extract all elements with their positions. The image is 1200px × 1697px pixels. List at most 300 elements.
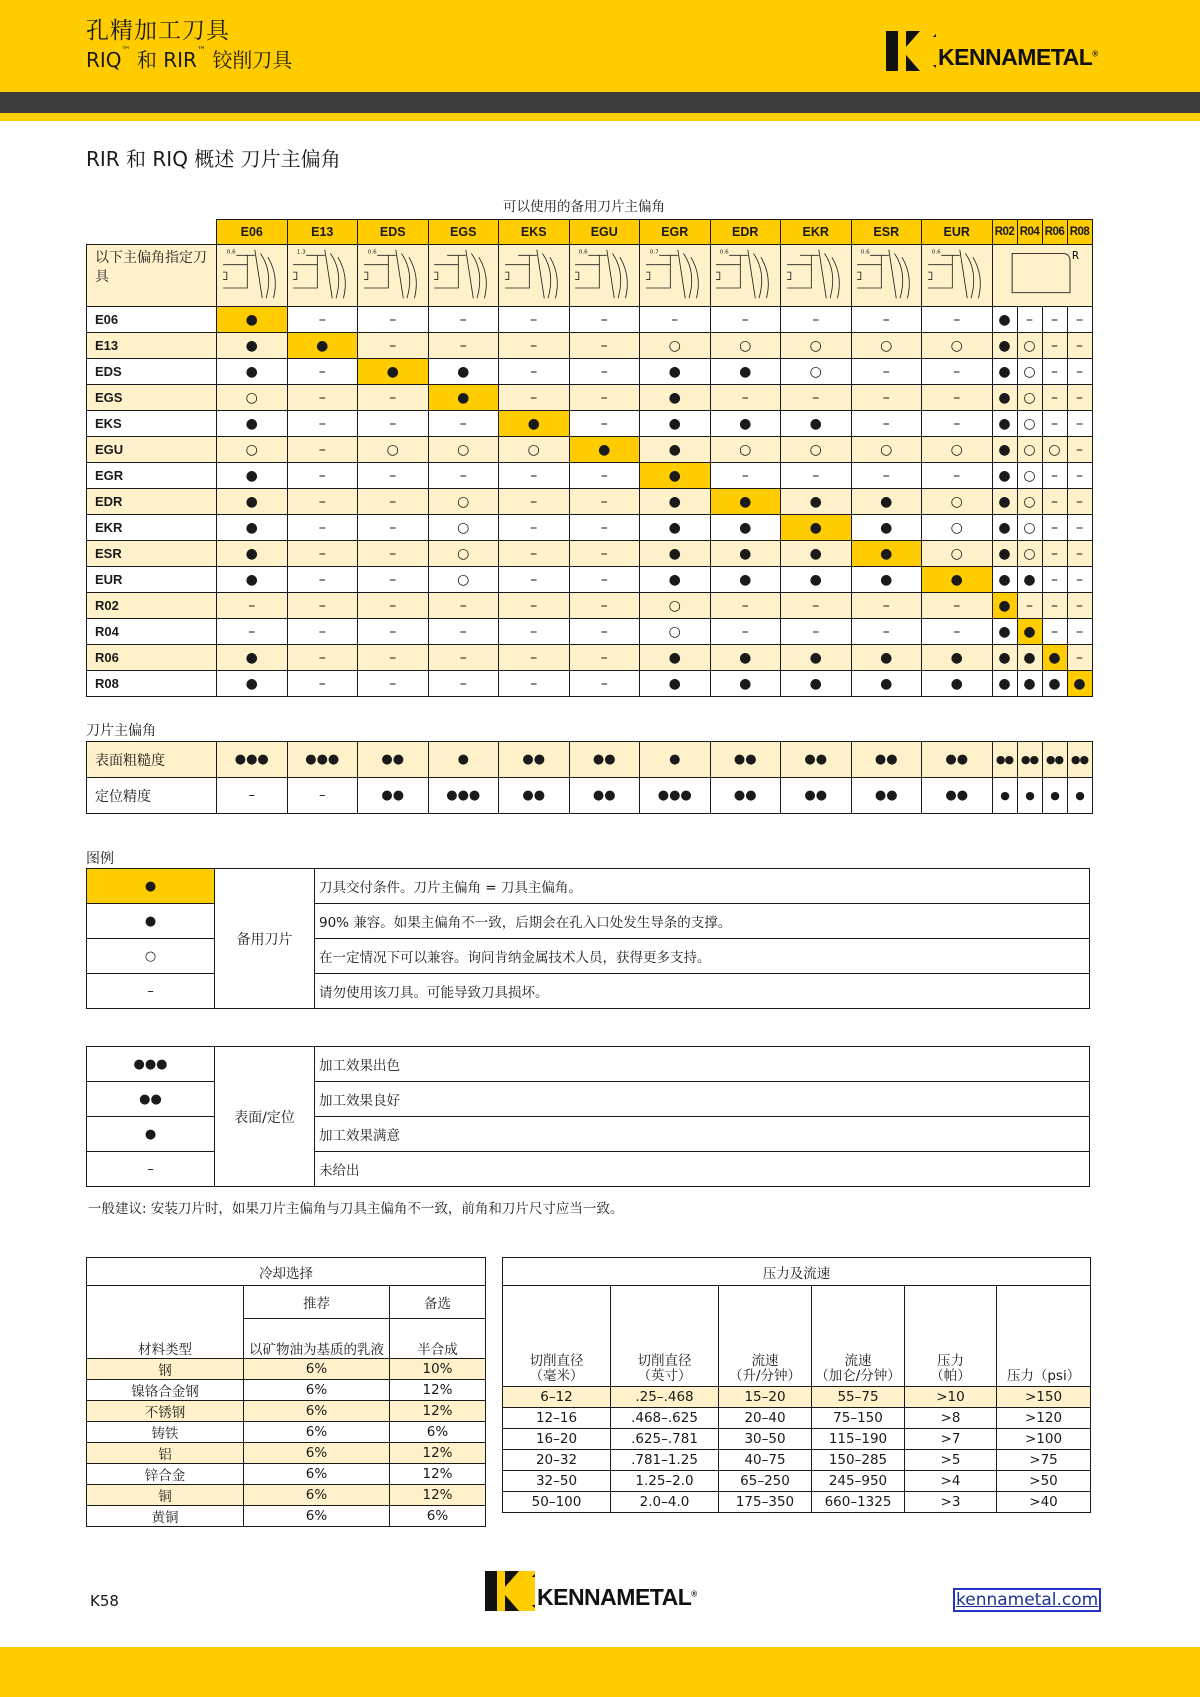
- pressure-cell: 15–20: [719, 1387, 812, 1408]
- matrix-cell: ●: [640, 515, 711, 541]
- matrix-cell: –: [1067, 645, 1092, 671]
- legend-symbol: ●●: [87, 1082, 215, 1117]
- coolant-cell: 6%: [244, 1422, 390, 1443]
- coolant-cell: 12%: [390, 1464, 486, 1485]
- pressure-cell: 40–75: [719, 1450, 812, 1471]
- matrix-diagram-cell: [428, 245, 499, 307]
- matrix-row-label: R08: [87, 671, 217, 697]
- radius-label: R: [1071, 250, 1079, 263]
- ratings-caption: 刀片主偏角: [86, 723, 156, 739]
- matrix-row-label: EKR: [87, 515, 217, 541]
- rating-cell: ●: [1017, 778, 1042, 814]
- coolant-cell: 6%: [244, 1485, 390, 1506]
- pressure-cell: >50: [997, 1471, 1091, 1492]
- matrix-corner: [87, 220, 217, 245]
- legend-group-label: 表面/定位: [215, 1047, 315, 1187]
- pressure-table: [502, 1257, 1091, 1513]
- coolant-cell: 6%: [244, 1359, 390, 1380]
- coolant-cell: 铸铁: [87, 1422, 244, 1443]
- pressure-cell: 12–16: [503, 1408, 611, 1429]
- matrix-row: [87, 411, 1093, 437]
- matrix-cell: –: [499, 307, 570, 333]
- matrix-cell: ●: [640, 567, 711, 593]
- matrix-cell: ○: [1017, 333, 1042, 359]
- pressure-row: [503, 1408, 1091, 1429]
- matrix-cell: –: [781, 619, 852, 645]
- matrix-cell: –: [1042, 307, 1067, 333]
- matrix-cell: ○: [851, 437, 922, 463]
- matrix-column-header: EDR: [710, 220, 781, 245]
- matrix-cell: ●: [217, 567, 288, 593]
- diagram-dimension-label: 0.6: [579, 249, 588, 256]
- rating-cell: ●●: [1067, 742, 1092, 778]
- matrix-cell: ●: [992, 411, 1017, 437]
- matrix-cell: –: [851, 619, 922, 645]
- matrix-cell: –: [287, 567, 358, 593]
- legend-description: 加工效果出色: [315, 1047, 1090, 1082]
- matrix-cell: ●: [851, 671, 922, 697]
- matrix-cell: –: [1067, 619, 1092, 645]
- matrix-cell: –: [499, 385, 570, 411]
- matrix-cell: –: [358, 463, 429, 489]
- rating-cell: ●●●: [217, 742, 288, 778]
- matrix-cell: –: [428, 333, 499, 359]
- matrix-cell: –: [710, 307, 781, 333]
- matrix-cell: –: [287, 645, 358, 671]
- pressure-column-header: [611, 1286, 719, 1387]
- legend-symbol: ○: [87, 939, 215, 974]
- matrix-cell: ●: [428, 385, 499, 411]
- insert-lead-diagram-icon: [924, 246, 990, 302]
- legend-symbol: ●●●: [87, 1047, 215, 1082]
- matrix-diagram-cell: [358, 245, 429, 307]
- matrix-row-label: E13: [87, 333, 217, 359]
- pressure-cell: 245–950: [812, 1471, 905, 1492]
- matrix-row-label: EGR: [87, 463, 217, 489]
- matrix-cell: ●: [781, 671, 852, 697]
- coolant-col-material: 材料类型: [87, 1286, 244, 1359]
- matrix-cell: –: [428, 307, 499, 333]
- matrix-cell: –: [922, 619, 993, 645]
- matrix-cell: –: [358, 333, 429, 359]
- matrix-cell: –: [1042, 411, 1067, 437]
- matrix-cell: ●: [710, 567, 781, 593]
- matrix-cell: ●: [640, 385, 711, 411]
- coolant-cell: 锌合金: [87, 1464, 244, 1485]
- matrix-cell: –: [358, 567, 429, 593]
- matrix-cell: –: [569, 567, 640, 593]
- insert-lead-diagram-icon: [853, 246, 919, 302]
- matrix-cell: ●: [781, 567, 852, 593]
- matrix-cell: –: [287, 515, 358, 541]
- matrix-row-label: EDR: [87, 489, 217, 515]
- matrix-cell: –: [358, 619, 429, 645]
- pressure-header-line2: （英寸）: [637, 1368, 692, 1385]
- matrix-cell: ●: [992, 619, 1017, 645]
- coolant-cell: 镍铬合金钢: [87, 1380, 244, 1401]
- matrix-column-header: R02: [992, 220, 1017, 245]
- kennametal-wordmark: KENNAMETAL®: [938, 44, 1098, 70]
- matrix-cell: –: [922, 385, 993, 411]
- matrix-cell: –: [851, 359, 922, 385]
- matrix-cell: –: [358, 385, 429, 411]
- matrix-cell: –: [1067, 411, 1092, 437]
- matrix-cell: –: [287, 671, 358, 697]
- matrix-cell: ●: [781, 541, 852, 567]
- matrix-cell: ●: [710, 489, 781, 515]
- matrix-cell: ●: [922, 567, 993, 593]
- pressure-cell: 16–20: [503, 1429, 611, 1450]
- footer-kennametal-logo: [485, 1570, 697, 1611]
- pressure-column-header: [997, 1286, 1091, 1387]
- matrix-row-label: R04: [87, 619, 217, 645]
- matrix-column-header: ESR: [851, 220, 922, 245]
- matrix-cell: –: [710, 385, 781, 411]
- coolant-cell: 6%: [390, 1422, 486, 1443]
- page-number: K58: [90, 1592, 119, 1610]
- matrix-cell: –: [569, 541, 640, 567]
- matrix-cell: –: [499, 489, 570, 515]
- matrix-cell: –: [1042, 333, 1067, 359]
- matrix-cell: –: [922, 411, 993, 437]
- matrix-cell: –: [569, 489, 640, 515]
- pressure-cell: >3: [905, 1492, 997, 1513]
- matrix-cell: –: [1067, 541, 1092, 567]
- matrix-column-header: EGR: [640, 220, 711, 245]
- legend-description: 90% 兼容。如果主偏角不一致，后期会在孔入口处发生导条的支撑。: [315, 904, 1090, 939]
- matrix-cell: ●: [1017, 567, 1042, 593]
- matrix-column-header: R08: [1067, 220, 1092, 245]
- matrix-cell: –: [710, 463, 781, 489]
- matrix-diagram-cell: [781, 245, 852, 307]
- matrix-cell: –: [1067, 489, 1092, 515]
- insert-lead-diagram-icon: [289, 246, 355, 302]
- matrix-cell: –: [569, 671, 640, 697]
- pressure-cell: >40: [997, 1492, 1091, 1513]
- matrix-cell: ○: [217, 437, 288, 463]
- rating-cell: ●: [992, 778, 1017, 814]
- matrix-cell: ●: [640, 671, 711, 697]
- matrix-cell: ○: [710, 333, 781, 359]
- matrix-cell: ○: [1017, 385, 1042, 411]
- matrix-cell: ○: [922, 489, 993, 515]
- general-note: 一般建议: 安装刀片时，如果刀片主偏角与刀具主偏角不一致，前角和刀片尺寸应当一致。: [88, 1201, 624, 1217]
- matrix-cell: –: [1067, 307, 1092, 333]
- matrix-cell: –: [428, 645, 499, 671]
- rating-cell: ●●: [710, 742, 781, 778]
- matrix-row-label: EUR: [87, 567, 217, 593]
- matrix-cell: ○: [1017, 541, 1042, 567]
- pressure-column-header: [719, 1286, 812, 1387]
- legend-group-label: 备用刀片: [215, 869, 315, 1009]
- matrix-cell: ○: [1017, 411, 1042, 437]
- coolant-cell: 10%: [390, 1359, 486, 1380]
- matrix-cell: ○: [922, 437, 993, 463]
- pressure-cell: .781–1.25: [611, 1450, 719, 1471]
- rating-cell: ●●: [851, 778, 922, 814]
- matrix-cell: –: [499, 463, 570, 489]
- coolant-row: [87, 1485, 486, 1506]
- matrix-cell: –: [1042, 489, 1067, 515]
- pressure-cell: 2.0–4.0: [611, 1492, 719, 1513]
- matrix-cell: –: [710, 619, 781, 645]
- matrix-column-header: EUR: [922, 220, 993, 245]
- radius-diagram-cell: [992, 245, 1092, 307]
- matrix-row: [87, 463, 1093, 489]
- matrix-cell: –: [358, 671, 429, 697]
- matrix-cell: –: [358, 645, 429, 671]
- pressure-header-line1: 压力（psi）: [1006, 1368, 1081, 1385]
- matrix-cell: –: [499, 333, 570, 359]
- matrix-cell: –: [1067, 463, 1092, 489]
- diagram-dimension-label: 0.6: [226, 249, 236, 256]
- coolant-row: [87, 1380, 486, 1401]
- matrix-cell: –: [499, 619, 570, 645]
- matrix-cell: ●: [710, 671, 781, 697]
- matrix-cell: –: [358, 593, 429, 619]
- rating-cell: ●●: [781, 778, 852, 814]
- matrix-column-header: R06: [1042, 220, 1067, 245]
- pressure-cell: .625–.781: [611, 1429, 719, 1450]
- coolant-col-semi: 半合成: [390, 1319, 486, 1359]
- matrix-cell: –: [1067, 593, 1092, 619]
- diagram-dimension-label: 0.6: [861, 249, 870, 256]
- pressure-cell: >100: [997, 1429, 1091, 1450]
- matrix-cell: ●: [922, 645, 993, 671]
- rating-cell: –: [217, 778, 288, 814]
- legend-row: [87, 1047, 1090, 1082]
- coolant-title: 冷却选择: [87, 1258, 486, 1286]
- matrix-cell: –: [499, 645, 570, 671]
- coolant-col-mineral: 以矿物油为基质的乳液: [244, 1319, 390, 1359]
- matrix-cell: ●: [992, 385, 1017, 411]
- matrix-cell: –: [569, 515, 640, 541]
- pressure-column-header: [503, 1286, 611, 1387]
- pressure-cell: 75–150: [812, 1408, 905, 1429]
- matrix-cell: –: [569, 359, 640, 385]
- matrix-cell: –: [922, 463, 993, 489]
- matrix-cell: ○: [1042, 437, 1067, 463]
- legend-description: 加工效果满意: [315, 1117, 1090, 1152]
- rating-cell: ●●: [569, 778, 640, 814]
- coolant-cell: 黄铜: [87, 1506, 244, 1527]
- matrix-cell: ●: [851, 541, 922, 567]
- pressure-cell: 660–1325: [812, 1492, 905, 1513]
- matrix-column-header: E06: [217, 220, 288, 245]
- pressure-header-line1: 切削直径: [529, 1353, 584, 1370]
- matrix-cell: –: [358, 489, 429, 515]
- matrix-cell: ●: [922, 671, 993, 697]
- footer-band: [0, 1647, 1200, 1697]
- pressure-row: [503, 1450, 1091, 1471]
- rating-cell: ●●●: [640, 778, 711, 814]
- matrix-diagram-cell: [710, 245, 781, 307]
- matrix-cell: ●: [992, 645, 1017, 671]
- coolant-cell: 6%: [390, 1506, 486, 1527]
- coolant-cell: 铜: [87, 1485, 244, 1506]
- matrix-cell: ●: [217, 463, 288, 489]
- section-title: RIR 和 RIQ 概述 刀片主偏角: [86, 147, 341, 171]
- pressure-header-line1: 切削直径: [637, 1353, 692, 1370]
- matrix-cell: ●: [992, 307, 1017, 333]
- matrix-cell: –: [1042, 567, 1067, 593]
- matrix-row: [87, 567, 1093, 593]
- pressure-column-header: [905, 1286, 997, 1387]
- pressure-header-line2: （帕）: [930, 1368, 971, 1385]
- matrix-cell: ○: [851, 333, 922, 359]
- legend-row: [87, 869, 1090, 904]
- matrix-cell: ○: [217, 385, 288, 411]
- pressure-header-line1: 流速: [844, 1353, 872, 1370]
- pressure-title: 压力及流速: [503, 1258, 1091, 1286]
- matrix-cell: –: [428, 411, 499, 437]
- matrix-row: [87, 645, 1093, 671]
- ratings-table: [86, 741, 1093, 814]
- matrix-cell: ●: [217, 671, 288, 697]
- header-title: 孔精加工刀具: [86, 18, 230, 44]
- matrix-cell: ●: [1067, 671, 1092, 697]
- matrix-cell: –: [287, 437, 358, 463]
- matrix-diagram-cell: [569, 245, 640, 307]
- matrix-cell: –: [287, 359, 358, 385]
- matrix-cell: ●: [217, 515, 288, 541]
- matrix-cell: ●: [640, 359, 711, 385]
- matrix-cell: ○: [428, 567, 499, 593]
- legend-description: 刀具交付条件。刀片主偏角 = 刀具主偏角。: [315, 869, 1090, 904]
- matrix-column-header: EKS: [499, 220, 570, 245]
- matrix-cell: –: [569, 333, 640, 359]
- pressure-row: [503, 1471, 1091, 1492]
- pressure-cell: .468–.625: [611, 1408, 719, 1429]
- matrix-cell: ●: [781, 515, 852, 541]
- insert-lead-diagram-icon: [360, 246, 426, 302]
- matrix-cell: –: [569, 385, 640, 411]
- matrix-cell: ●: [992, 437, 1017, 463]
- coolant-cell: 6%: [244, 1506, 390, 1527]
- matrix-cell: –: [922, 359, 993, 385]
- matrix-cell: ●: [992, 567, 1017, 593]
- matrix-cell: ●: [640, 411, 711, 437]
- matrix-cell: ●: [851, 515, 922, 541]
- pressure-cell: 6–12: [503, 1387, 611, 1408]
- header-subtitle: RIQ™ 和 RIR™ 铰削刀具: [86, 46, 293, 72]
- coolant-row: [87, 1422, 486, 1443]
- rating-cell: ●●: [569, 742, 640, 778]
- matrix-diagram-cell: [851, 245, 922, 307]
- matrix-cell: –: [1042, 541, 1067, 567]
- pressure-cell: 32–50: [503, 1471, 611, 1492]
- rating-cell: ●●: [1017, 742, 1042, 778]
- matrix-cell: ○: [640, 333, 711, 359]
- matrix-cell: –: [499, 671, 570, 697]
- matrix-row: [87, 385, 1093, 411]
- rating-cell: ●: [1067, 778, 1092, 814]
- matrix-cell: –: [428, 671, 499, 697]
- matrix-row: [87, 541, 1093, 567]
- pressure-cell: 150–285: [812, 1450, 905, 1471]
- coolant-cell: 12%: [390, 1443, 486, 1464]
- matrix-cell: –: [428, 463, 499, 489]
- coolant-cell: 12%: [390, 1401, 486, 1422]
- matrix-cell: ○: [1017, 463, 1042, 489]
- pressure-header-line2: （升/分钟）: [728, 1368, 802, 1385]
- pressure-row: [503, 1429, 1091, 1450]
- rating-cell: ●●●: [287, 742, 358, 778]
- matrix-cell: ●: [640, 541, 711, 567]
- matrix-cell: ○: [428, 489, 499, 515]
- website-link[interactable]: kennametal.com: [953, 1588, 1101, 1612]
- pressure-column-header: [812, 1286, 905, 1387]
- matrix-cell: ●: [217, 489, 288, 515]
- coolant-cell: 12%: [390, 1485, 486, 1506]
- matrix-cell: –: [569, 411, 640, 437]
- pressure-cell: 115–190: [812, 1429, 905, 1450]
- matrix-row: [87, 437, 1093, 463]
- coolant-cell: 6%: [244, 1401, 390, 1422]
- matrix-cell: –: [1067, 359, 1092, 385]
- matrix-cell: ●: [710, 411, 781, 437]
- matrix-cell: ○: [640, 619, 711, 645]
- matrix-cell: ○: [1017, 437, 1042, 463]
- matrix-cell: –: [499, 567, 570, 593]
- matrix-cell: ●: [992, 515, 1017, 541]
- footer-kennametal-k-icon: [485, 1571, 535, 1611]
- matrix-cell: –: [499, 541, 570, 567]
- legend-table-quality: [86, 1046, 1090, 1187]
- matrix-cell: –: [1042, 515, 1067, 541]
- matrix-cell: ●: [499, 411, 570, 437]
- matrix-cell: –: [569, 619, 640, 645]
- rating-cell: ●●: [922, 778, 993, 814]
- header-thin-band: [0, 113, 1200, 121]
- matrix-cell: –: [1042, 385, 1067, 411]
- matrix-cell: ●: [1042, 671, 1067, 697]
- matrix-row: [87, 359, 1093, 385]
- coolant-cell: 不锈钢: [87, 1401, 244, 1422]
- footer-kennametal-wordmark: KENNAMETAL®: [537, 1584, 697, 1610]
- matrix-row: [87, 515, 1093, 541]
- matrix-cell: ●: [851, 567, 922, 593]
- insert-lead-diagram-icon: [642, 246, 708, 302]
- matrix-cell: ●: [640, 437, 711, 463]
- legend-symbol: –: [87, 974, 215, 1009]
- legend-symbol: ●: [87, 1117, 215, 1152]
- matrix-cell: –: [851, 307, 922, 333]
- matrix-cell: ●: [992, 359, 1017, 385]
- matrix-cell: ●: [781, 645, 852, 671]
- matrix-cell: –: [358, 515, 429, 541]
- matrix-cell: ●: [1017, 619, 1042, 645]
- matrix-cell: –: [851, 593, 922, 619]
- matrix-row-label: EDS: [87, 359, 217, 385]
- rating-cell: ●●: [358, 778, 429, 814]
- matrix-cell: ○: [428, 541, 499, 567]
- rating-cell: ●●: [992, 742, 1017, 778]
- pressure-header-line1: 压力: [937, 1353, 964, 1370]
- rating-cell: ●●: [499, 742, 570, 778]
- matrix-cell: –: [640, 307, 711, 333]
- matrix-cell: ●: [992, 333, 1017, 359]
- pressure-header-line2: （毫米）: [529, 1368, 584, 1385]
- matrix-column-header: EGU: [569, 220, 640, 245]
- insert-lead-diagram-icon: [571, 246, 637, 302]
- matrix-cell: –: [781, 463, 852, 489]
- matrix-cell: –: [1042, 359, 1067, 385]
- coolant-alternative: 备选: [390, 1286, 486, 1319]
- matrix-cell: –: [499, 593, 570, 619]
- matrix-cell: –: [287, 593, 358, 619]
- pressure-cell: 1.25–2.0: [611, 1471, 719, 1492]
